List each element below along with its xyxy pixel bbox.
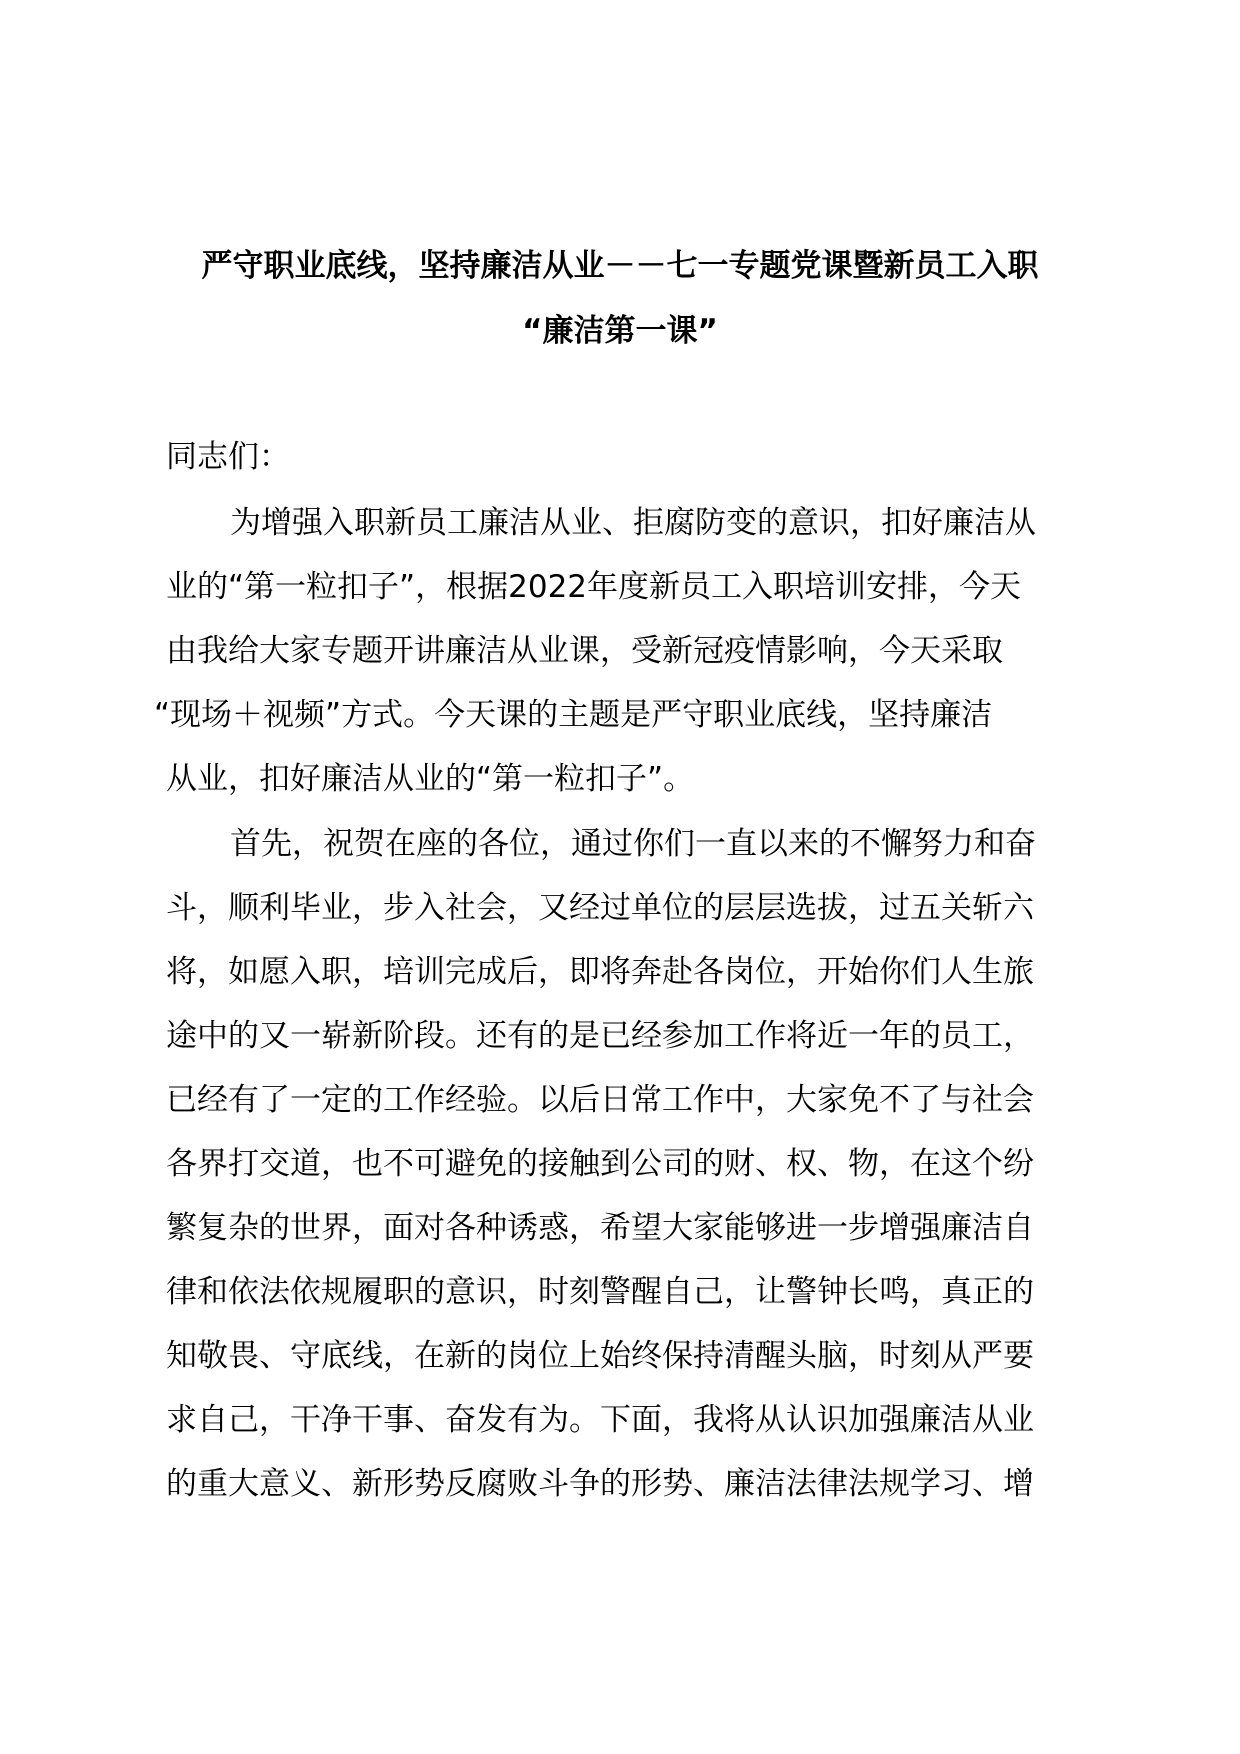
paragraph-line: 斗，顺利毕业，步入社会，又经过单位的层层选拔，过五关斩六 — [166, 890, 1034, 926]
paragraph-line: 知敬畏、守底线，在新的岗位上始终保持清醒头脑，时刻从严要 — [166, 1338, 1034, 1374]
paragraph-line: 各界打交道，也不可避免的接触到公司的财、权、物，在这个纷 — [166, 1146, 1034, 1182]
paragraph-line: 首先，祝贺在座的各位，通过你们一直以来的不懈努力和奋 — [230, 826, 1036, 862]
title-line-1: 严守职业底线，坚持廉洁从业－－七一专题党课暨新员工入职 — [201, 248, 1039, 284]
document-title — [160, 245, 1080, 352]
paragraph-line: 业的“第一粒扣子”，根据2022年度新员工入职培训安排，今天 — [166, 569, 1022, 605]
paragraph-line: “现场＋视频”方式。今天课的主题是严守职业底线，坚持廉洁 — [154, 697, 993, 733]
paragraph-line: 从业，扣好廉洁从业的“第一粒扣子”。 — [166, 761, 695, 797]
paragraph-line: 已经有了一定的工作经验。以后日常工作中，大家免不了与社会 — [166, 1082, 1034, 1118]
salutation: 同志们： — [166, 439, 290, 475]
paragraph-line: 繁复杂的世界，面对各种诱惑，希望大家能够进一步增强廉洁自 — [166, 1210, 1034, 1246]
title-line-2: “廉洁第一课” — [522, 313, 718, 349]
paragraph-line: 的重大意义、新形势反腐败斗争的形势、廉洁法律法规学习、增 — [166, 1466, 1034, 1502]
paragraph-1 — [154, 491, 1126, 811]
paragraph-line: 律和依法依规履职的意识，时刻警醒自己，让警钟长鸣，真正的 — [166, 1274, 1034, 1310]
paragraph-line: 将，如愿入职，培训完成后，即将奔赴各岗位，开始你们人生旅 — [166, 954, 1034, 990]
paragraph-line: 为增强入职新员工廉洁从业、拒腐防变的意识，扣好廉洁从 — [230, 505, 1036, 541]
paragraph-line: 由我给大家专题开讲廉洁从业课，受新冠疫情影响，今天采取 — [166, 633, 1003, 669]
paragraph-2 — [166, 812, 1126, 1516]
paragraph-line: 途中的又一崭新阶段。还有的是已经参加工作将近一年的员工， — [166, 1018, 1034, 1054]
paragraph-line: 求自己，干净干事、奋发有为。下面，我将从认识加强廉洁从业 — [166, 1402, 1034, 1438]
